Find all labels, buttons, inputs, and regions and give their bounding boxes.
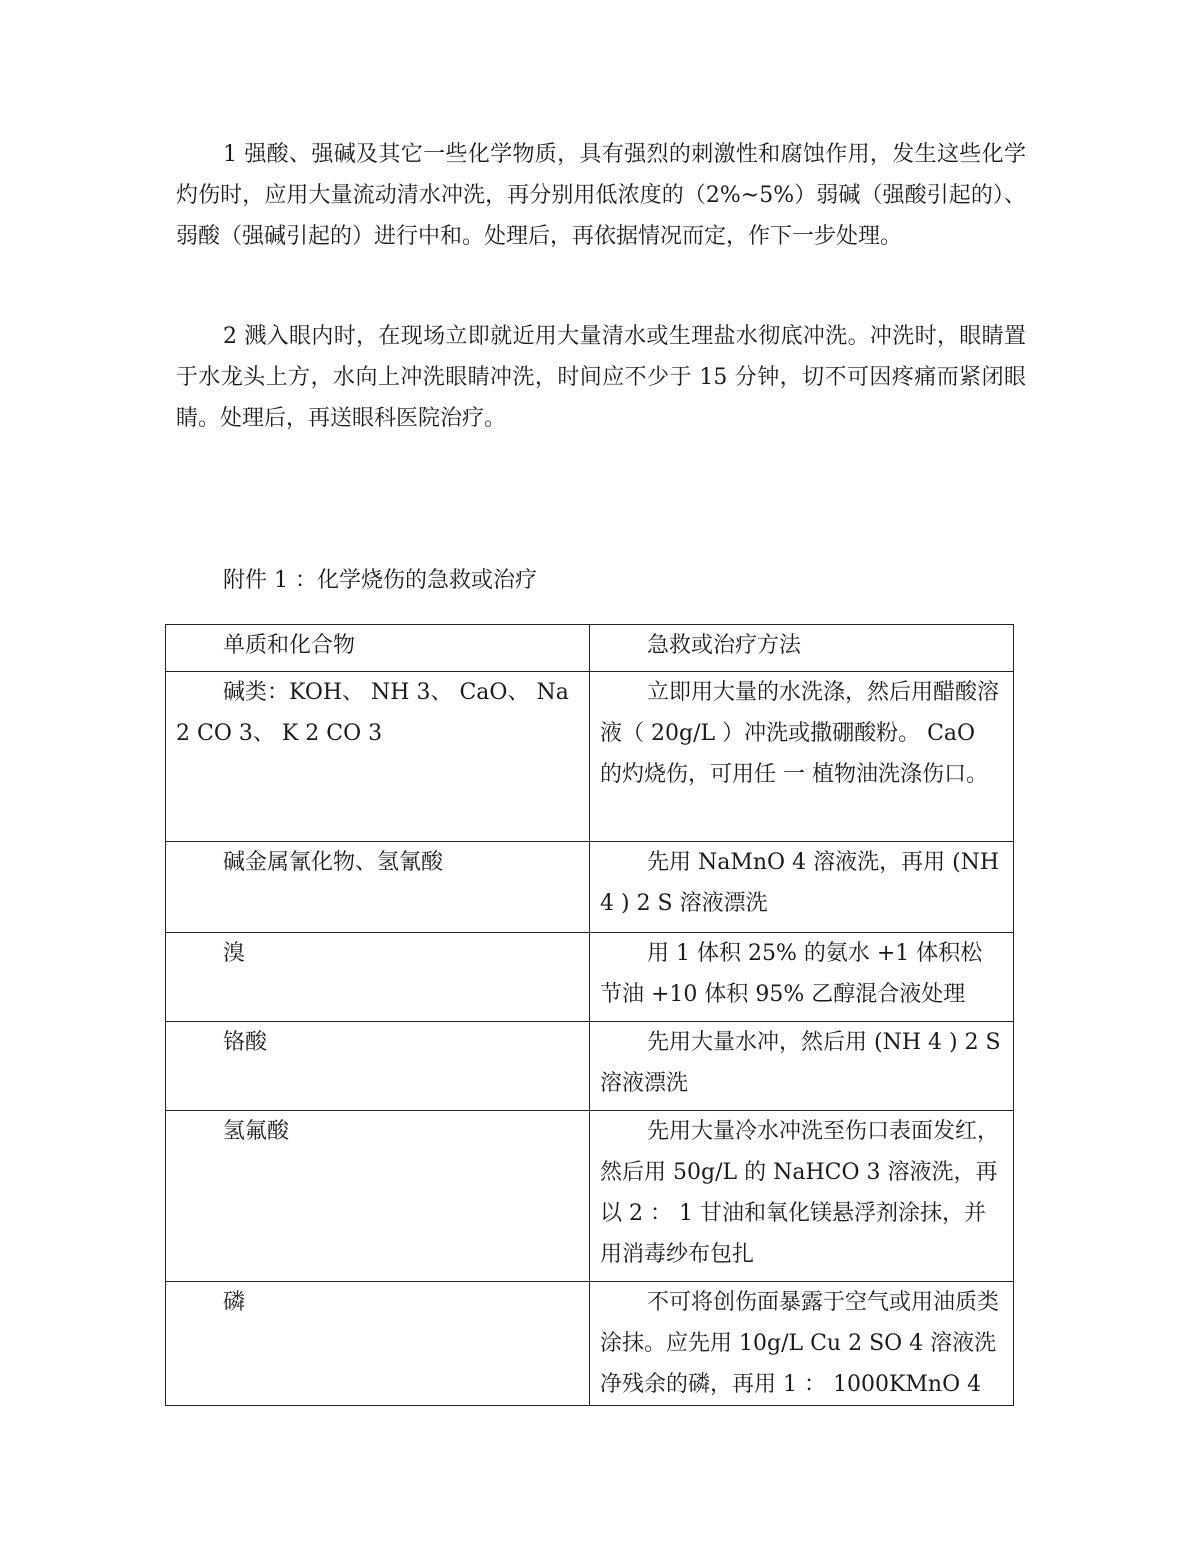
table-row — [166, 1111, 1014, 1282]
cell-substance: 氢氟酸 — [166, 1111, 590, 1282]
cell-treatment: 先用 NaMnO 4 溶液洗，再用 (NH 4 ) 2 S 溶液漂洗 — [590, 842, 1014, 933]
cell-substance: 铬酸 — [166, 1022, 590, 1111]
table-row — [166, 672, 1014, 842]
cell-treatment: 用 1 体积 25% 的氨水 +1 体积松节油 +10 体积 95% 乙醇混合液处理 — [590, 933, 1014, 1022]
cell-substance: 碱类：KOH、 NH 3、 CaO、 Na 2 CO 3、 K 2 CO 3 — [166, 672, 590, 842]
table-row — [166, 1282, 1014, 1406]
cell-treatment: 先用大量水冲，然后用 (NH 4 ) 2 S 溶液漂洗 — [590, 1022, 1014, 1111]
table-caption: 附件 1 ：化学烧伤的急救或治疗 — [223, 568, 537, 593]
table-row — [166, 1022, 1014, 1111]
chemical-burn-table — [165, 624, 1014, 1406]
paragraph-acid-base-burns: 1 强酸、强碱及其它一些化学物质，具有强烈的刺激性和腐蚀作用，发生这些化学灼伤时，应用大量流动清水冲洗，再分别用低浓度的（2%~5%）弱碱（强酸引起的）、弱酸（强碱引起的）进行中和。处理后，再依据情况而定，作下一步处理。 — [176, 142, 1026, 249]
table-header-row — [166, 625, 1014, 672]
table-row — [166, 842, 1014, 933]
cell-substance: 磷 — [166, 1282, 590, 1406]
cell-substance: 溴 — [166, 933, 590, 1022]
cell-treatment: 先用大量冷水冲洗至伤口表面发红，然后用 50g/L 的 NaHCO 3 溶液洗，再以 2 ： 1 甘油和氧化镁悬浮剂涂抹，并用消毒纱布包扎 — [590, 1111, 1014, 1282]
table-row — [166, 933, 1014, 1022]
paragraph-eye-splash: 2 溅入眼内时，在现场立即就近用大量清水或生理盐水彻底冲洗。冲洗时，眼睛置于水龙头上方，水向上冲洗眼睛冲洗，时间应不少于 15 分钟，切不可因疼痛而紧闭眼睛。处理后，再送眼科医院治疗。 — [176, 324, 1026, 431]
cell-substance: 碱金属氰化物、氢氰酸 — [166, 842, 590, 933]
cell-treatment: 立即用大量的水洗涤，然后用醋酸溶液（ 20g/L ）冲洗或撒硼酸粉。 CaO 的灼烧伤，可用任 一 植物油洗涤伤口。 — [590, 672, 1014, 842]
cell-treatment: 不可将创伤面暴露于空气或用油质类涂抹。应先用 10g/L Cu 2 SO 4 溶液洗净残余的磷，再用 1 ： 1000KMnO 4 — [590, 1282, 1014, 1406]
header-treatment: 急救或治疗方法 — [590, 625, 1014, 672]
header-substance: 单质和化合物 — [166, 625, 590, 672]
